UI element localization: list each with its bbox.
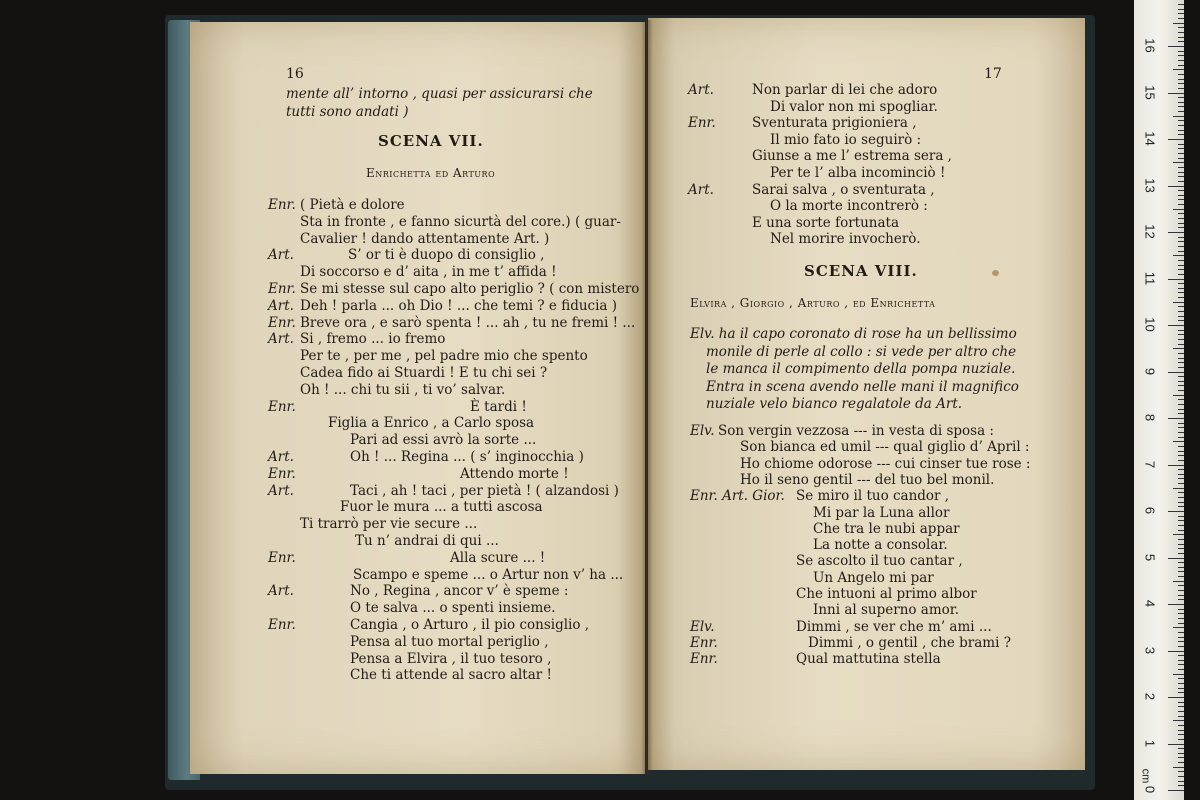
ruler-tick <box>1178 497 1184 498</box>
ruler-tick <box>1178 260 1184 261</box>
ruler-tick <box>1168 232 1184 233</box>
ruler-tick <box>1178 153 1184 154</box>
ruler-tick <box>1168 279 1184 280</box>
ruler-tick <box>1168 651 1184 652</box>
ruler-tick <box>1173 23 1184 24</box>
speaker-label: Art. <box>268 449 294 465</box>
verse-line: Per te l’ alba incominciò ! <box>770 165 946 181</box>
ruler-number: 1 <box>1142 739 1158 747</box>
verse-line: Pari ad essi avrò la sorte ... <box>350 432 537 449</box>
ruler-tick <box>1178 79 1184 80</box>
ruler-tick <box>1178 520 1184 521</box>
ruler-tick <box>1178 37 1184 38</box>
verse-line: Che tra le nubi appar <box>813 520 960 537</box>
ruler-tick <box>1178 376 1184 377</box>
ruler-tick <box>1178 199 1184 200</box>
verse-line: Ti trarrò per vie secure ... <box>300 516 478 533</box>
ruler-tick <box>1178 660 1184 661</box>
ruler-tick <box>1178 404 1184 405</box>
verse-line: Inni al superno amor. <box>813 602 960 619</box>
ruler-tick <box>1178 492 1184 493</box>
ruler-tick <box>1178 734 1184 735</box>
personae-right: Elvira , Giorgio , Arturo , ed Enrichetta <box>690 296 936 310</box>
stage-direction-line: Entra in scena avendo nelle mani il magnifico <box>706 378 1019 395</box>
ruler-tick <box>1178 753 1184 754</box>
ruler-tick <box>1178 120 1184 121</box>
ruler-tick <box>1168 139 1184 140</box>
verse-line: Son bianca ed umil --- qual giglio d’ April : <box>740 439 1030 456</box>
ruler-tick <box>1178 288 1184 289</box>
verse-line: Oh ! ... Regina ... ( s’ inginocchia ) <box>350 449 584 465</box>
ruler-tick <box>1168 46 1184 47</box>
ruler-tick <box>1178 320 1184 321</box>
left-page <box>190 22 645 774</box>
ruler-tick <box>1178 334 1184 335</box>
verse-line: Giunse a me l’ estrema sera , <box>752 148 952 165</box>
ruler-tick <box>1178 730 1184 731</box>
ruler-tick <box>1178 13 1184 14</box>
ruler-tick <box>1178 437 1184 438</box>
verse-line: Alla scure ... ! <box>450 549 546 566</box>
ruler-tick <box>1178 274 1184 275</box>
verse-line: O la morte incontrerò : <box>770 198 928 215</box>
ruler-tick <box>1178 27 1184 28</box>
speaker-label: Art. <box>268 583 294 600</box>
ruler-number: 13 <box>1142 177 1158 193</box>
ruler-tick <box>1173 488 1184 489</box>
speaker-label: Enr. <box>690 634 718 651</box>
ruler-tick <box>1178 237 1184 238</box>
ruler-tick <box>1173 767 1184 768</box>
speaker-label: Elv. <box>690 423 715 439</box>
ruler-tick <box>1178 106 1184 107</box>
ruler-tick <box>1178 223 1184 224</box>
speaker-label: Enr. <box>268 314 296 331</box>
text-line: mente all’ intorno , quasi per assicurarsi che <box>286 86 593 102</box>
ruler-tick <box>1178 571 1184 572</box>
ruler-tick <box>1178 330 1184 331</box>
ruler-tick <box>1178 716 1184 717</box>
ruler-tick <box>1178 353 1184 354</box>
ruler-tick <box>1178 367 1184 368</box>
ruler-tick <box>1178 502 1184 503</box>
ruler-tick <box>1178 613 1184 614</box>
ruler-tick <box>1178 688 1184 689</box>
ruler-number: 14 <box>1142 131 1158 146</box>
ruler-tick <box>1173 581 1184 582</box>
speaker-label: Enr. <box>688 115 716 132</box>
ruler-tick <box>1178 692 1184 693</box>
ruler-tick <box>1178 130 1184 131</box>
ruler-tick <box>1178 381 1184 382</box>
ruler-tick <box>1178 460 1184 461</box>
ruler-tick <box>1178 102 1184 103</box>
verse-line: Mi par la Luna allor <box>813 504 950 521</box>
verse-line: Cangia , o Arturo , il pio consiglio , <box>350 617 590 633</box>
ruler-tick <box>1178 632 1184 633</box>
ruler-tick <box>1178 204 1184 205</box>
ruler-tick <box>1178 213 1184 214</box>
ruler-tick <box>1178 451 1184 452</box>
ruler-tick <box>1178 176 1184 177</box>
ruler-tick <box>1178 562 1184 563</box>
verse-line: Non parlar di lei che adoro <box>752 82 938 98</box>
speaker-label: Enr. <box>268 465 296 482</box>
ruler-tick <box>1178 711 1184 712</box>
ruler-tick <box>1178 446 1184 447</box>
ruler-tick <box>1178 41 1184 42</box>
ruler-tick <box>1178 97 1184 98</box>
verse-line: Tu n’ andrai di qui ... <box>355 533 499 549</box>
ruler-tick <box>1178 683 1184 684</box>
ruler-tick <box>1173 209 1184 210</box>
verse-line: Ho il seno gentil --- del tuo bel monil. <box>740 471 995 488</box>
verse-line: La notte a consolar. <box>813 537 948 554</box>
verse-line: Se miro il tuo candor , <box>796 488 950 505</box>
ruler-tick <box>1178 409 1184 410</box>
verse-line: Sta in fronte , e fanno sicurtà del core.) ( guar- <box>300 213 621 230</box>
ruler-number: 16 <box>1142 38 1158 53</box>
ruler-tick <box>1178 595 1184 596</box>
ruler-tick <box>1178 390 1184 391</box>
page-number-right: 17 <box>984 66 1002 82</box>
verse-line: Si , fremo ... io fremo <box>300 331 446 348</box>
speaker-label: Enr. <box>690 651 718 668</box>
ruler-tick <box>1178 65 1184 66</box>
ruler-number: 11 <box>1142 271 1158 285</box>
ruler-number: 15 <box>1142 84 1158 100</box>
verse-line: Il mio fato io seguirò : <box>770 131 922 148</box>
verse-line: Per te , per me , pel padre mio che spento <box>300 348 588 365</box>
verse-line: Se mi stesse sul capo alto periglio ? ( con mistero <box>300 281 640 297</box>
speaker-label: Art. <box>688 82 714 98</box>
ruler-tick <box>1178 548 1184 549</box>
ruler-tick <box>1178 725 1184 726</box>
ruler-tick <box>1168 558 1184 559</box>
ruler-tick <box>1178 413 1184 414</box>
verse-line: È tardi ! <box>470 398 527 415</box>
ruler-tick <box>1178 74 1184 75</box>
ruler-tick <box>1178 60 1184 61</box>
ruler-tick <box>1178 297 1184 298</box>
verse-line: Sventurata prigioniera , <box>752 115 917 132</box>
ruler-number: 10 <box>1142 317 1158 332</box>
ruler-number: 5 <box>1142 553 1158 561</box>
verse-line: Deh ! parla ... oh Dio ! ... che temi ? e fiducia ) <box>300 297 618 314</box>
ruler-tick <box>1173 395 1184 396</box>
ruler-tick <box>1178 516 1184 517</box>
ruler-tick <box>1178 771 1184 772</box>
ruler-number: 4 <box>1142 599 1158 608</box>
ruler-tick <box>1178 311 1184 312</box>
ruler-tick <box>1178 748 1184 749</box>
ruler-tick <box>1178 125 1184 126</box>
ruler-tick <box>1173 162 1184 163</box>
ruler-tick <box>1178 251 1184 252</box>
speaker-label: Enr. <box>268 398 296 415</box>
verse-line: Fuor le mura ... a tutti ascosa <box>340 499 543 516</box>
ruler-tick <box>1168 372 1184 373</box>
ruler-unit: cm <box>1139 768 1152 784</box>
ruler-tick <box>1178 664 1184 665</box>
ruler-tick <box>1178 9 1184 10</box>
ruler-tick <box>1173 534 1184 535</box>
verse-line: Se ascolto il tuo cantar , <box>796 553 963 570</box>
ruler-tick <box>1178 762 1184 763</box>
text-line: tutti sono andati ) <box>286 104 409 120</box>
verse-line: Pensa al tuo mortal periglio , <box>350 633 549 650</box>
ruler-tick <box>1178 51 1184 52</box>
ruler-tick <box>1178 4 1184 5</box>
verse-line: Di valor non mi spogliar. <box>770 98 938 115</box>
ruler-tick <box>1178 158 1184 159</box>
ruler-tick <box>1178 427 1184 428</box>
ruler-tick <box>1178 246 1184 247</box>
verse-line: Dimmi , o gentil , che brami ? <box>808 634 1011 651</box>
ruler-tick <box>1173 720 1184 721</box>
personae-left: Enrichetta ed Arturo <box>366 166 496 180</box>
ruler-tick <box>1178 83 1184 84</box>
ruler-tick <box>1178 190 1184 191</box>
speaker-label: Elv. <box>690 618 715 635</box>
foxing-spot <box>992 270 999 276</box>
stage-direction-line: monile di perle al collo : si vede per altro che <box>706 343 1017 360</box>
verse-line: Oh ! ... chi tu sii , ti vo’ salvar. <box>300 381 506 398</box>
verse-line: Che ti attende al sacro altar ! <box>350 667 552 684</box>
ruler-tick <box>1178 669 1184 670</box>
ruler-tick <box>1178 167 1184 168</box>
verse-line: Figlia a Enrico , a Carlo sposa <box>328 415 535 432</box>
ruler-tick <box>1178 181 1184 182</box>
right-page <box>648 18 1085 770</box>
ruler-number: 3 <box>1142 646 1158 654</box>
verse-line: O te salva ... o spenti insieme. <box>350 600 556 617</box>
ruler-tick <box>1173 674 1184 675</box>
verse-line: Nel morire invocherò. <box>770 231 921 248</box>
ruler-tick <box>1178 599 1184 600</box>
ruler-number: 0 <box>1142 785 1158 794</box>
ruler-tick <box>1178 283 1184 284</box>
ruler-tick <box>1178 739 1184 740</box>
speaker-label: Enr. <box>268 617 296 633</box>
ruler-tick <box>1173 255 1184 256</box>
ruler-tick <box>1178 111 1184 112</box>
speaker-label: Art. <box>268 331 294 348</box>
verse-line: Breve ora , e sarò spenta ! ... ah , tu ne fremi ! ... <box>300 314 636 331</box>
book-gutter <box>641 20 653 775</box>
verse-line: Che intuoni al primo albor <box>796 586 977 602</box>
ruler-tick <box>1178 32 1184 33</box>
ruler-tick <box>1173 348 1184 349</box>
ruler-tick <box>1178 269 1184 270</box>
ruler-tick <box>1168 697 1184 698</box>
ruler-tick <box>1178 530 1184 531</box>
ruler-tick <box>1178 757 1184 758</box>
ruler-tick <box>1178 506 1184 507</box>
ruler-tick <box>1173 302 1184 303</box>
verse-line: ( Pietà e dolore <box>300 197 405 213</box>
speaker-label: Art. <box>688 181 714 198</box>
ruler-tick <box>1178 623 1184 624</box>
ruler-tick <box>1178 525 1184 526</box>
ruler-tick <box>1178 678 1184 679</box>
ruler-tick <box>1178 785 1184 786</box>
ruler-tick <box>1178 553 1184 554</box>
ruler-number: 2 <box>1142 692 1158 701</box>
ruler-tick <box>1168 744 1184 745</box>
ruler-tick <box>1178 585 1184 586</box>
ruler-tick <box>1168 186 1184 187</box>
ruler-tick <box>1168 511 1184 512</box>
ruler-tick <box>1168 325 1184 326</box>
ruler-tick <box>1178 385 1184 386</box>
verse-line: Dimmi , se ver che m’ ami ... <box>796 618 992 635</box>
ruler-tick <box>1178 316 1184 317</box>
verse-line: Un Angelo mi par <box>813 569 934 586</box>
speaker-label: Art. <box>268 247 294 264</box>
verse-line: Son vergin vezzosa --- in vesta di sposa : <box>718 423 994 439</box>
ruler-tick <box>1178 195 1184 196</box>
verse-line: No , Regina , ancor v’ è speme : <box>350 583 569 600</box>
verse-line: Attendo morte ! <box>460 465 569 482</box>
ruler-tick <box>1178 144 1184 145</box>
ruler-tick <box>1168 604 1184 605</box>
ruler-tick <box>1178 399 1184 400</box>
ruler-number: 8 <box>1142 413 1158 422</box>
ruler-tick <box>1178 576 1184 577</box>
ruler-tick <box>1178 292 1184 293</box>
ruler-tick <box>1178 227 1184 228</box>
ruler-number: 12 <box>1142 224 1158 239</box>
page-number-left: 16 <box>286 66 304 82</box>
ruler-tick <box>1178 567 1184 568</box>
scene-title-left: SCENA VII. <box>378 132 484 150</box>
ruler-number: 9 <box>1142 367 1158 375</box>
ruler-tick <box>1178 88 1184 89</box>
ruler-tick <box>1178 134 1184 135</box>
ruler-tick <box>1178 172 1184 173</box>
ruler-tick <box>1178 218 1184 219</box>
ruler-tick <box>1178 483 1184 484</box>
verse-line: Sarai salva , o sventurata , <box>752 181 935 198</box>
ruler-tick <box>1173 69 1184 70</box>
ruler-tick <box>1178 655 1184 656</box>
ruler-tick <box>1168 790 1184 791</box>
ruler-tick <box>1178 432 1184 433</box>
ruler-tick <box>1178 609 1184 610</box>
stage-direction-line: Elv. ha il capo coronato di rose ha un bellissimo <box>690 326 1017 342</box>
verse-line: S’ or ti è duopo di consiglio , <box>348 247 545 264</box>
verse-line: Taci , ah ! taci , per pietà ! ( alzandosi ) <box>350 482 619 499</box>
ruler-tick <box>1178 641 1184 642</box>
ruler-tick <box>1178 637 1184 638</box>
ruler-tick <box>1168 93 1184 94</box>
ruler-tick <box>1168 465 1184 466</box>
ruler-tick <box>1178 469 1184 470</box>
ruler-tick <box>1168 418 1184 419</box>
ruler-tick <box>1178 358 1184 359</box>
speaker-label: Enr. <box>268 197 296 213</box>
ruler-tick <box>1178 265 1184 266</box>
ruler-tick <box>1178 618 1184 619</box>
ruler-tick <box>1173 627 1184 628</box>
ruler-tick <box>1178 706 1184 707</box>
scene-title-right: SCENA VIII. <box>804 262 918 280</box>
verse-line: Di soccorso e d’ aita , in me t’ affida ! <box>300 264 557 281</box>
ruler-tick <box>1178 474 1184 475</box>
ruler-tick <box>1178 362 1184 363</box>
speaker-label: Enr. Art. Gior. <box>690 488 785 505</box>
stage-direction-line: nuziale velo bianco regalatole da Art. <box>706 396 963 412</box>
speaker-label: Enr. <box>268 549 296 566</box>
verse-line: Cadea fido ai Stuardi ! E tu chi sei ? <box>300 365 548 381</box>
ruler-tick <box>1178 241 1184 242</box>
ruler-tick <box>1178 544 1184 545</box>
ruler-tick <box>1178 455 1184 456</box>
ruler-tick <box>1178 306 1184 307</box>
ruler-tick <box>1178 339 1184 340</box>
ruler-tick <box>1178 148 1184 149</box>
ruler-tick <box>1178 646 1184 647</box>
ruler-tick <box>1173 116 1184 117</box>
ruler-tick <box>1178 55 1184 56</box>
verse-line: Scampo e speme ... o Artur non v’ ha ... <box>353 566 624 583</box>
ruler-tick <box>1178 590 1184 591</box>
ruler-tick <box>1178 539 1184 540</box>
verse-line: Qual mattutina stella <box>796 651 941 668</box>
ruler-tick <box>1178 18 1184 19</box>
verse-line: Ho chiome odorose --- cui cinser tue rose : <box>740 455 1031 472</box>
verse-line: Pensa a Elvira , il tuo tesoro , <box>350 650 552 667</box>
ruler-tick <box>1173 441 1184 442</box>
ruler-tick <box>1178 776 1184 777</box>
ruler-tick <box>1178 781 1184 782</box>
ruler-number: 7 <box>1142 460 1158 468</box>
verse-line: E una sorte fortunata <box>752 214 900 231</box>
ruler-tick <box>1178 478 1184 479</box>
ruler-tick <box>1178 423 1184 424</box>
measuring-ruler <box>1134 0 1184 800</box>
ruler-tick <box>1178 344 1184 345</box>
speaker-label: Enr. <box>268 281 296 297</box>
stage-direction-line: le manca il compimento della pompa nuziale. <box>706 361 1016 377</box>
ruler-number: 6 <box>1142 506 1158 515</box>
verse-line: Cavalier ! dando attentamente Art. ) <box>300 230 550 247</box>
speaker-label: Art. <box>268 297 294 314</box>
ruler-tick <box>1178 702 1184 703</box>
speaker-label: Art. <box>268 482 294 499</box>
